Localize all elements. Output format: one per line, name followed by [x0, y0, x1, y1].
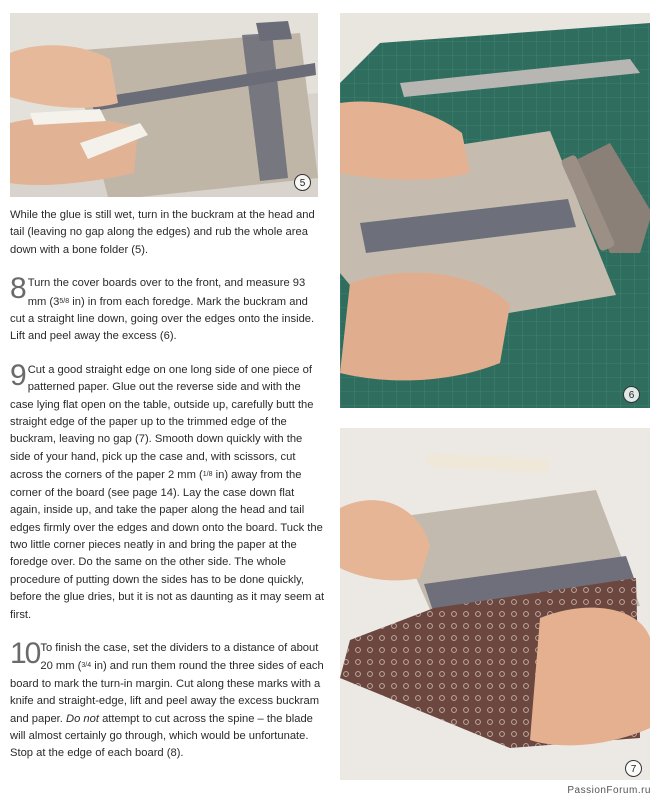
step-10-fraction: 3/4 — [81, 662, 92, 670]
photo-5-image — [10, 13, 318, 197]
step-10-number: 10 — [10, 636, 40, 670]
photo-6-image — [340, 13, 650, 408]
step-10-emphasis: Do not — [66, 712, 99, 725]
photo-7-number: 7 — [625, 760, 642, 777]
watermark: PassionForum.ru — [567, 785, 651, 796]
step-10-text-a: To finish the case, set the dividers to a distance of about 20 mm ( — [40, 641, 319, 673]
photo-7 — [340, 428, 650, 780]
step-10 — [10, 636, 325, 763]
paragraph-glue-wet: While the glue is still wet, turn in the buckram at the head and tail (leaving no gap along the edges) and rub the whole area down with a bone folder (5). — [10, 209, 315, 256]
step-10-text-b: in) and run them round the three sides of each board to mark the turn-in margin. Cut along these marks with a knife and straight-edge, lift and peel away the excess buckram and paper. — [10, 660, 324, 725]
step-9-number: 9 — [10, 358, 27, 392]
photo-6 — [340, 13, 650, 408]
step-8-text-a: Turn the cover boards over to the front, and measure 93 mm (3 — [27, 277, 306, 308]
instructions-column — [10, 207, 325, 779]
step-10-text-c: attempt to cut across the spine – the blade will almost certainly go through, which would be unfortunate. Stop at the edge of each board (8). — [10, 712, 313, 760]
step-9-text-a: Cut a good straight edge on one long side of one piece of patterned paper. Glue out the reverse side and with the case lying flat open on the table, outside up, carefully butt the straight edge of the paper up to the trimmed edge of the buckram, leaving no gap (7). Smooth down quickly with the side of your hand, pick up the case and, with scissors, cut across the corners of the paper 2 mm ( — [10, 363, 314, 482]
step-9-fraction: 1/8 — [202, 471, 213, 479]
step-8-text-b: in) in from each foredge. Mark the buckram and cut a straight line down, going over the edges onto the inside. Lift and peel away the excess (6). — [10, 295, 315, 343]
step-8-number: 8 — [10, 272, 27, 306]
step-8 — [10, 272, 325, 346]
photo-7-image — [340, 428, 650, 780]
step-8-fraction: 5/8 — [59, 297, 70, 305]
photo-6-number: 6 — [623, 386, 640, 403]
photo-5 — [10, 13, 318, 197]
step-9 — [10, 358, 325, 624]
photo-5-number: 5 — [294, 174, 311, 191]
step-9-text-b: in) away from the corner of the board (see page 14). Lay the case down flat again, inside up, and take the paper along the head and tail edges firmly over the edges and down onto the board. Tuck the two little corner pieces neatly in and bring the paper at the foredge over. Do the same on the other side. The whole procedure of putting down the sides has to be done quickly, before the glue dries, but it is not as daunting as it may seem at first. — [10, 469, 325, 621]
